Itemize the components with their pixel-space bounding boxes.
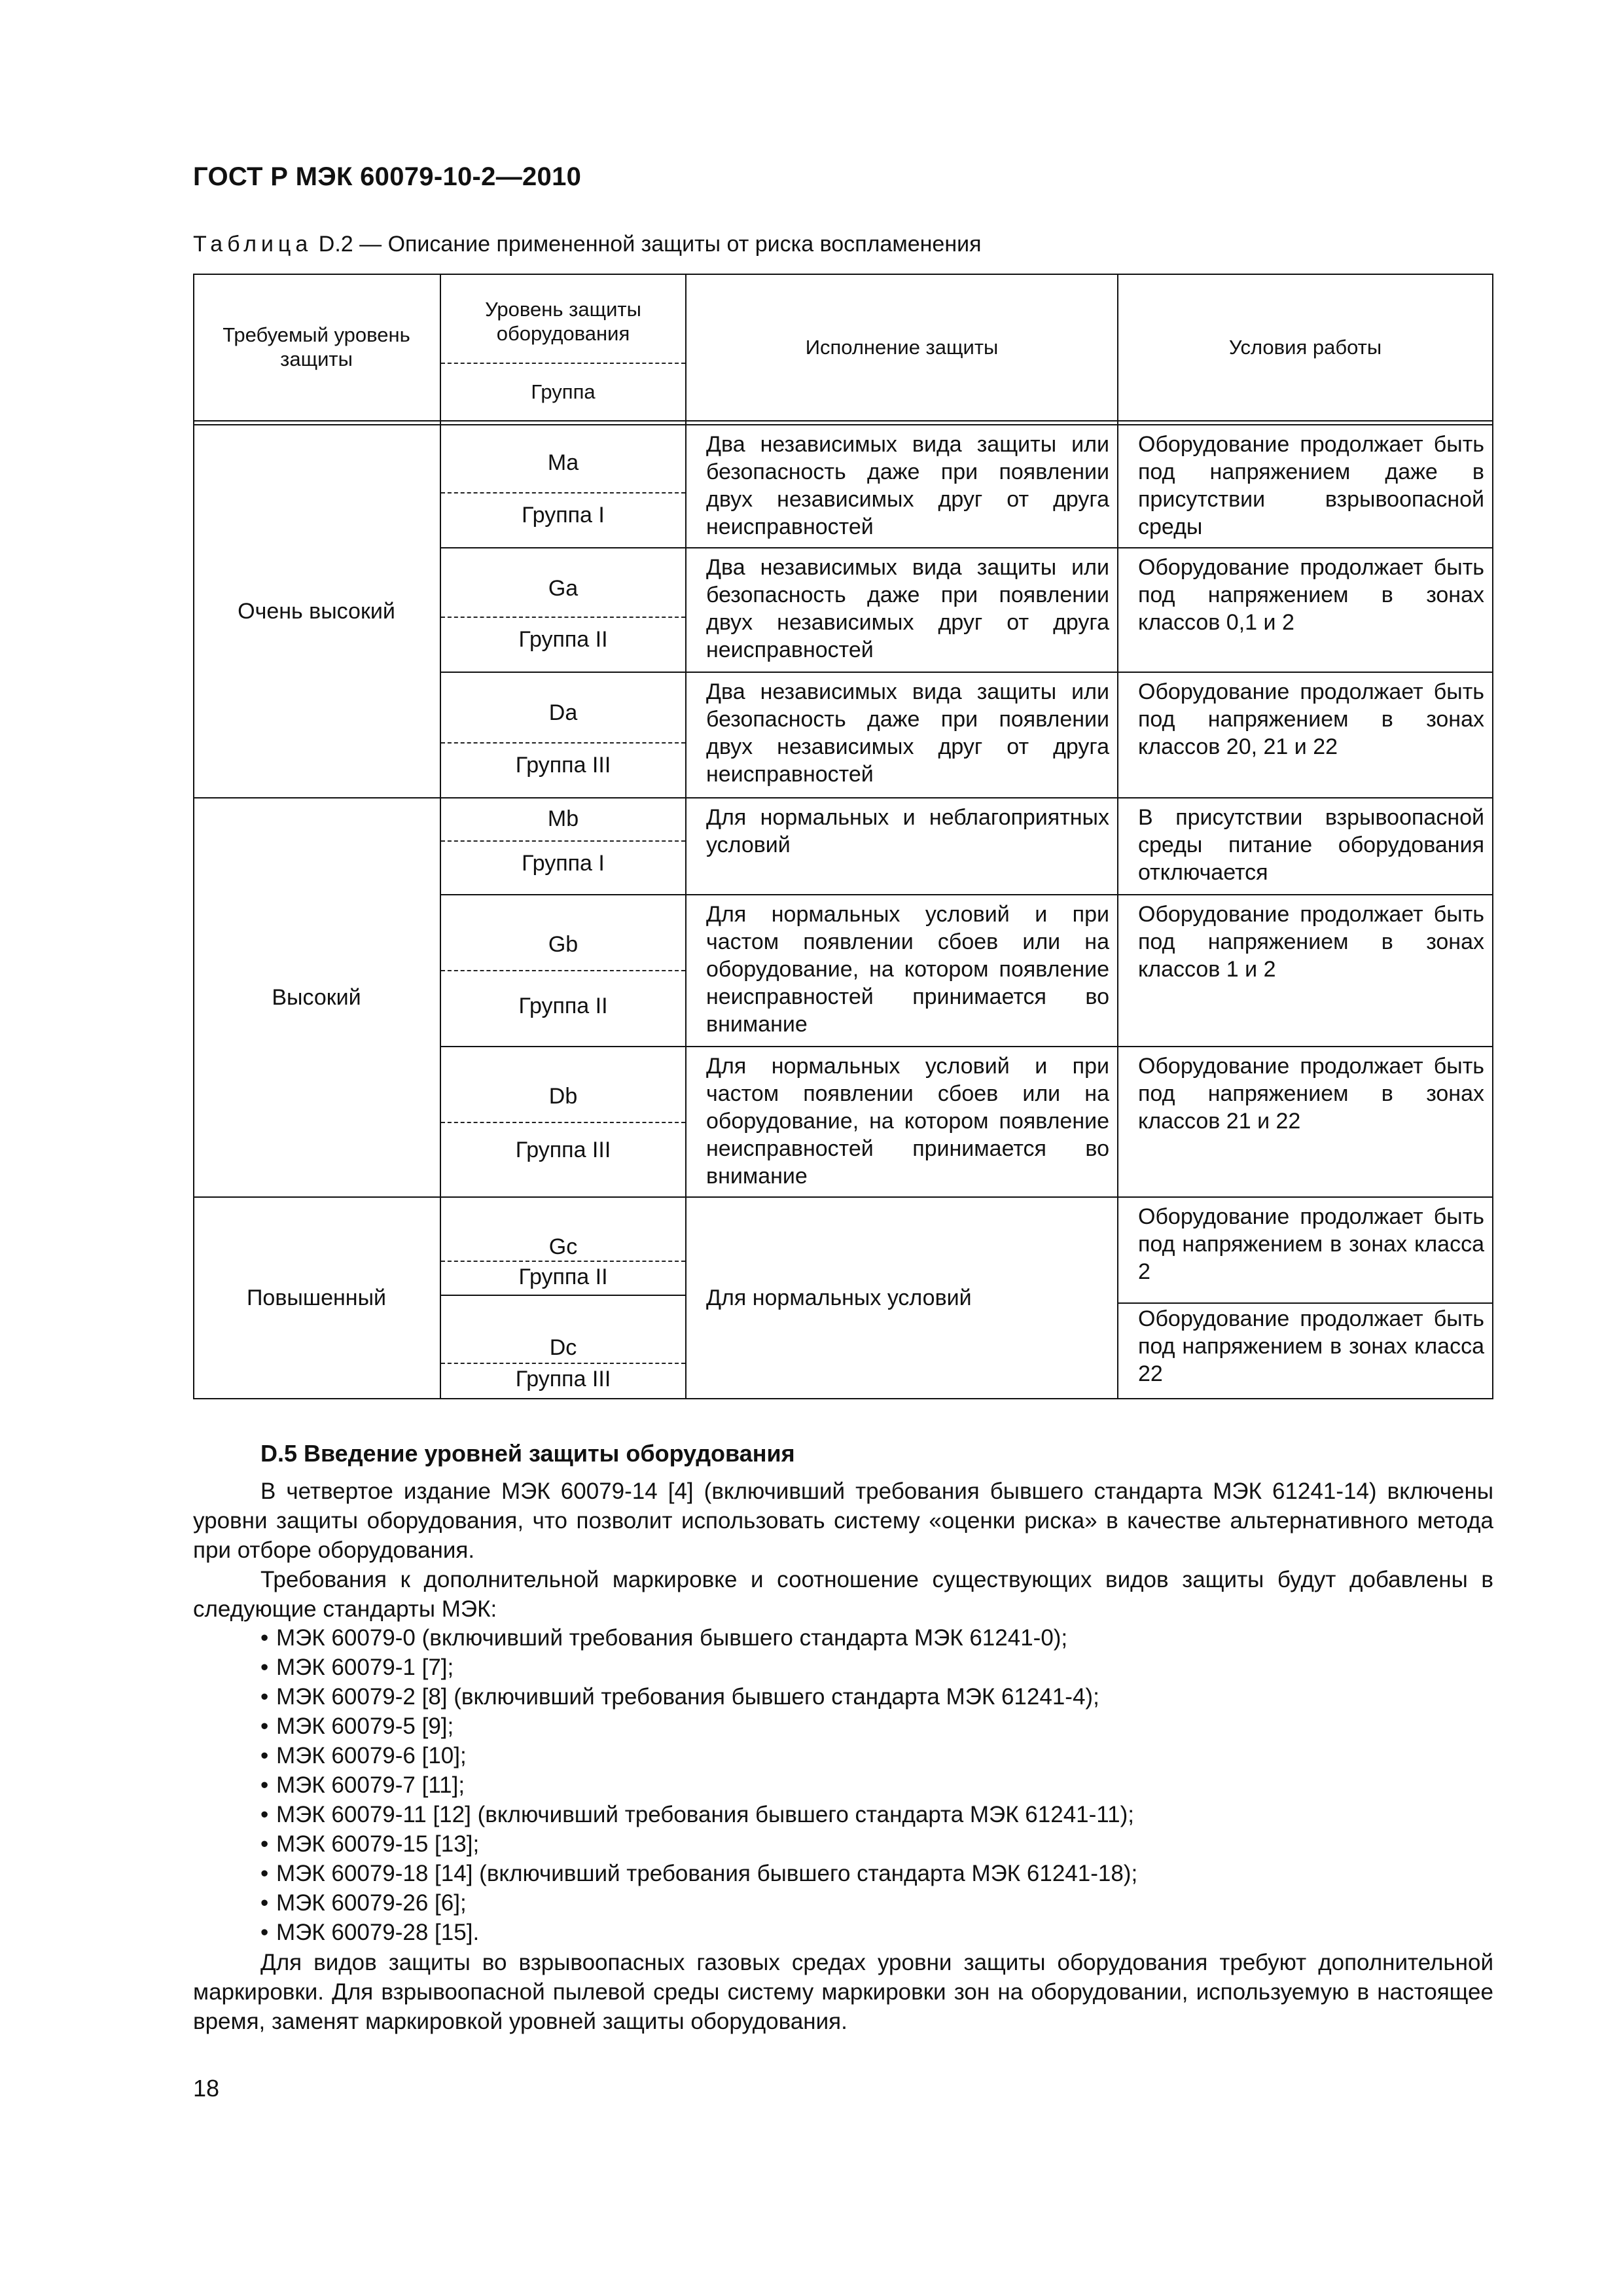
- conditions-cell: Оборудование продолжает быть под напряжением в зонах классов 20, 21 и 22: [1138, 679, 1484, 759]
- conditions-cell: Оборудование продолжает быть под напряжением в зонах класса 22: [1138, 1306, 1484, 1386]
- protection-cell: Для нормальных условий и при частом появлении сбоев или на оборудование, на котором появление неисправностей принимается во внимание: [706, 902, 1109, 1037]
- group-cell: Группа I: [522, 503, 605, 528]
- header-epl: Уровень защиты оборудования: [485, 298, 641, 345]
- epl-cell: Ga: [548, 576, 579, 601]
- header-required-level: Требуемый уровень защиты: [223, 323, 410, 370]
- group-cell: Группа III: [515, 1138, 611, 1162]
- header-conditions: Условия работы: [1228, 335, 1382, 359]
- level-very-high: Очень высокий: [238, 599, 395, 624]
- group-cell: Группа I: [522, 851, 605, 876]
- group-cell: Группа II: [518, 627, 608, 652]
- protection-cell: Два независимых вида защиты или безопасность даже при появлении двух независимых друг от друга неисправностей: [706, 555, 1109, 662]
- paragraph: В четвертое издание МЭК 60079-14 [4] (включивший требования бывшего стандарта МЭК 61241-14) включены уровни защиты оборудования, что позволит использовать систему «оценки риска» в качестве альтернативного метода при отборе оборудования.: [193, 1479, 1493, 1563]
- protection-cell: Для нормальных условий: [706, 1285, 972, 1310]
- list-item: • МЭК 60079-7 [11];: [260, 1770, 1137, 1800]
- list-item: • МЭК 60079-15 [13];: [260, 1829, 1137, 1859]
- protection-cell: Для нормальных условий и при частом появлении сбоев или на оборудование, на котором появление неисправностей принимается во внимание: [706, 1054, 1109, 1189]
- epl-cell: Da: [548, 700, 578, 725]
- page-number: 18: [193, 2075, 220, 2102]
- level-high: Высокий: [272, 985, 361, 1010]
- conditions-cell: Оборудование продолжает быть под напряжением в зонах классов 21 и 22: [1138, 1054, 1484, 1134]
- list-item: • МЭК 60079-11 [12] (включивший требования бывшего стандарта МЭК 61241-11);: [260, 1800, 1137, 1829]
- conditions-cell: В присутствии взрывоопасной среды питание оборудования отключается: [1138, 805, 1484, 885]
- list-item: • МЭК 60079-5 [9];: [260, 1712, 1137, 1741]
- protection-cell: Два независимых вида защиты или безопасность даже при появлении двух независимых друг от друга неисправностей: [706, 432, 1109, 539]
- epl-cell: Gc: [548, 1234, 578, 1259]
- list-item: • МЭК 60079-28 [15].: [260, 1918, 1137, 1947]
- list-item: • МЭК 60079-6 [10];: [260, 1741, 1137, 1770]
- section-title: D.5 Введение уровней защиты оборудования: [260, 1440, 795, 1467]
- protection-cell: Два независимых вида защиты или безопасность даже при появлении двух независимых друг от друга неисправностей: [706, 679, 1109, 787]
- document-header: ГОСТ Р МЭК 60079-10-2—2010: [193, 162, 582, 191]
- conditions-cell: Оборудование продолжает быть под напряжением в зонах классов 1 и 2: [1138, 902, 1484, 982]
- list-item: • МЭК 60079-1 [7];: [260, 1653, 1137, 1682]
- paragraph: Для видов защиты во взрывоопасных газовых средах уровни защиты оборудования требуют дополнительной маркировки. Для взрывоопасной пылевой среды систему маркировки зон на оборудовании, используемую в настоящее время, заменят маркировкой уровней защиты оборудования.: [193, 1950, 1493, 2034]
- conditions-cell: Оборудование продолжает быть под напряжением даже в присутствии взрывоопасной среды: [1138, 432, 1484, 539]
- protection-cell: Для нормальных и неблагоприятных условий: [706, 805, 1109, 857]
- standards-list: [260, 1623, 1137, 1947]
- epl-cell: Dc: [549, 1335, 577, 1360]
- epl-cell: Gb: [548, 932, 579, 957]
- header-group: Группа: [531, 380, 596, 403]
- table-caption-text: D.2 — Описание примененной защиты от риска воспламенения: [318, 232, 982, 257]
- group-cell: Группа II: [518, 1265, 608, 1289]
- conditions-cell: Оборудование продолжает быть под напряжением в зонах класса 2: [1138, 1204, 1484, 1284]
- list-item: • МЭК 60079-18 [14] (включивший требования бывшего стандарта МЭК 61241-18);: [260, 1859, 1137, 1888]
- header-protection: Исполнение защиты: [805, 335, 999, 359]
- list-item: • МЭК 60079-2 [8] (включивший требования бывшего стандарта МЭК 61241-4);: [260, 1682, 1137, 1712]
- table-caption-word: Таблица: [193, 232, 313, 257]
- epl-cell: Ma: [547, 450, 579, 475]
- group-cell: Группа II: [518, 994, 608, 1018]
- protection-table: [193, 274, 1493, 1399]
- epl-cell: Mb: [547, 806, 579, 831]
- level-increased: Повышенный: [246, 1285, 386, 1310]
- list-item: • МЭК 60079-26 [6];: [260, 1888, 1137, 1918]
- epl-cell: Db: [548, 1084, 578, 1109]
- paragraph: Требования к дополнительной маркировке и соотношение существующих видов защиты будут добавлены в следующие стандарты МЭК:: [193, 1567, 1493, 1622]
- table-caption: [193, 232, 982, 257]
- conditions-cell: Оборудование продолжает быть под напряжением в зонах классов 0,1 и 2: [1138, 555, 1484, 635]
- group-cell: Группа III: [515, 1367, 611, 1391]
- group-cell: Группа III: [515, 753, 611, 778]
- list-item: • МЭК 60079-0 (включивший требования бывшего стандарта МЭК 61241-0);: [260, 1623, 1137, 1653]
